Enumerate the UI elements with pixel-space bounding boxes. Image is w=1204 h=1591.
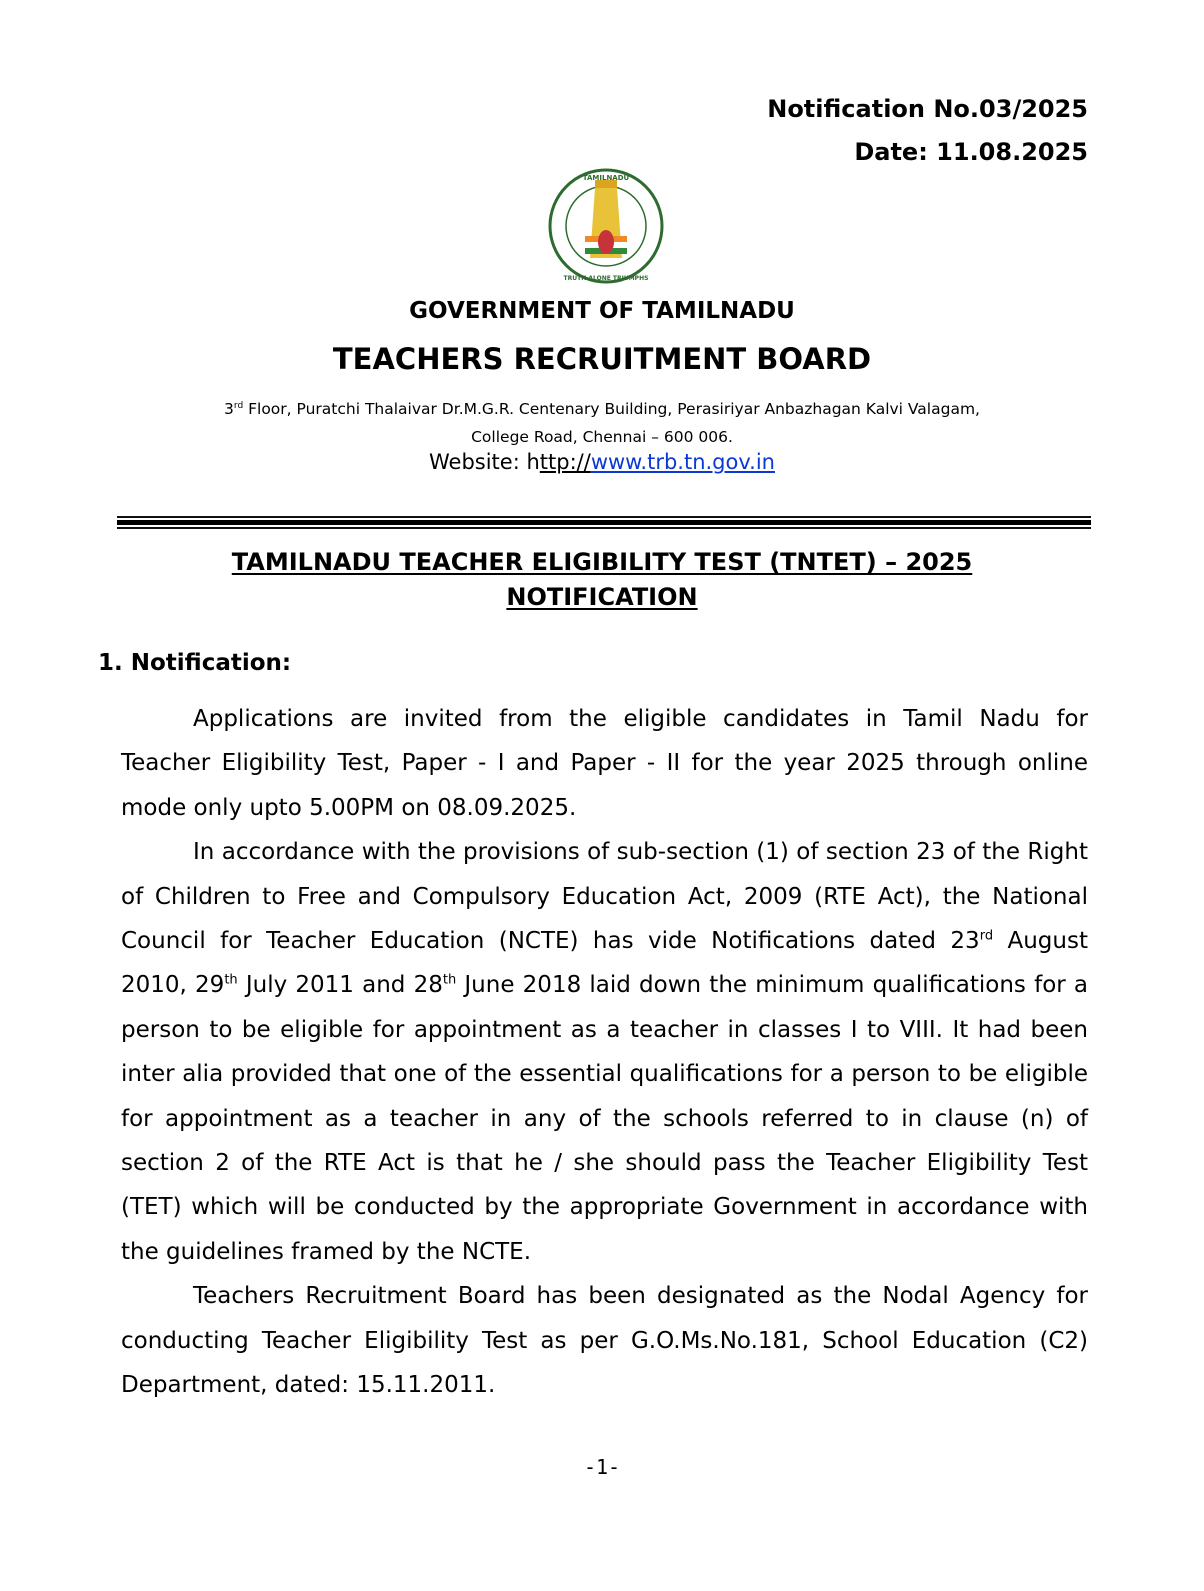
paragraph-1: Applications are invited from the eligible candidates in Tamil Nadu for Teacher Eligibility Test, Paper - I and Paper - II for the year 2025 through online mode only upto 5.00PM on 08.09.2025. xyxy=(121,706,1088,821)
floor-suffix: rd xyxy=(233,400,244,411)
website-protocol: ttp:// xyxy=(539,450,591,474)
notification-date: Date: 11.08.2025 xyxy=(854,138,1088,166)
government-name: GOVERNMENT OF TAMILNADU xyxy=(409,298,795,324)
document-title xyxy=(0,545,1204,615)
page-number: -1- xyxy=(583,1455,621,1479)
title-line-1: TAMILNADU TEACHER ELIGIBILITY TEST (TNTET) – 2025 xyxy=(231,548,973,576)
svg-text:TAMILNADU: TAMILNADU xyxy=(582,174,630,182)
section-heading: 1. Notification: xyxy=(98,650,292,676)
header-divider xyxy=(117,516,1091,528)
notification-number: Notification No.03/2025 xyxy=(767,95,1088,123)
title-line-2: NOTIFICATION xyxy=(506,583,698,611)
website-link[interactable]: www.trb.tn.gov.in xyxy=(590,450,775,474)
website-line xyxy=(0,450,1204,474)
section-body xyxy=(121,697,1088,1408)
address-line-1 xyxy=(0,400,1204,418)
tamilnadu-emblem-icon xyxy=(545,168,667,286)
notification-header xyxy=(767,88,1088,174)
floor-number: 3 xyxy=(224,400,234,418)
website-label: Website: h xyxy=(429,450,540,474)
paragraph-2: In accordance with the provisions of sub-section (1) of section 23 of the Right of Children to Free and Compulsory Education Act, 2009 (RTE Act), the National Council for Teacher Education (NCTE) has vide Notifications dated 23rd August 2010, 29th July 2011 and 28th June 2018 laid down the minimum qualifications for a person to be eligible for appointment as a teacher in classes I to VIII. It had been inter alia provided that one of the essential qualifications for a person to be eligible for appointment as a teacher in any of the schools referred to in clause (n) of section 2 of the RTE Act is that he / she should pass the Teacher Eligibility Test (TET) which will be conducted by the appropriate Government in accordance with the guidelines framed by the NCTE. xyxy=(121,839,1089,1265)
address-line-2: College Road, Chennai – 600 006. xyxy=(471,428,733,446)
address-line-1-text: Floor, Puratchi Thalaivar Dr.M.G.R. Centenary Building, Perasiriyar Anbazhagan Kalvi Valagam, xyxy=(243,400,980,418)
paragraph-3: Teachers Recruitment Board has been designated as the Nodal Agency for conducting Teacher Eligibility Test as per G.O.Ms.No.181, School Education (C2) Department, dated: 15.11.2011. xyxy=(121,1283,1088,1399)
svg-text:TRUTH ALONE TRIUMPHS: TRUTH ALONE TRIUMPHS xyxy=(563,275,649,282)
board-name: TEACHERS RECRUITMENT BOARD xyxy=(332,342,872,376)
